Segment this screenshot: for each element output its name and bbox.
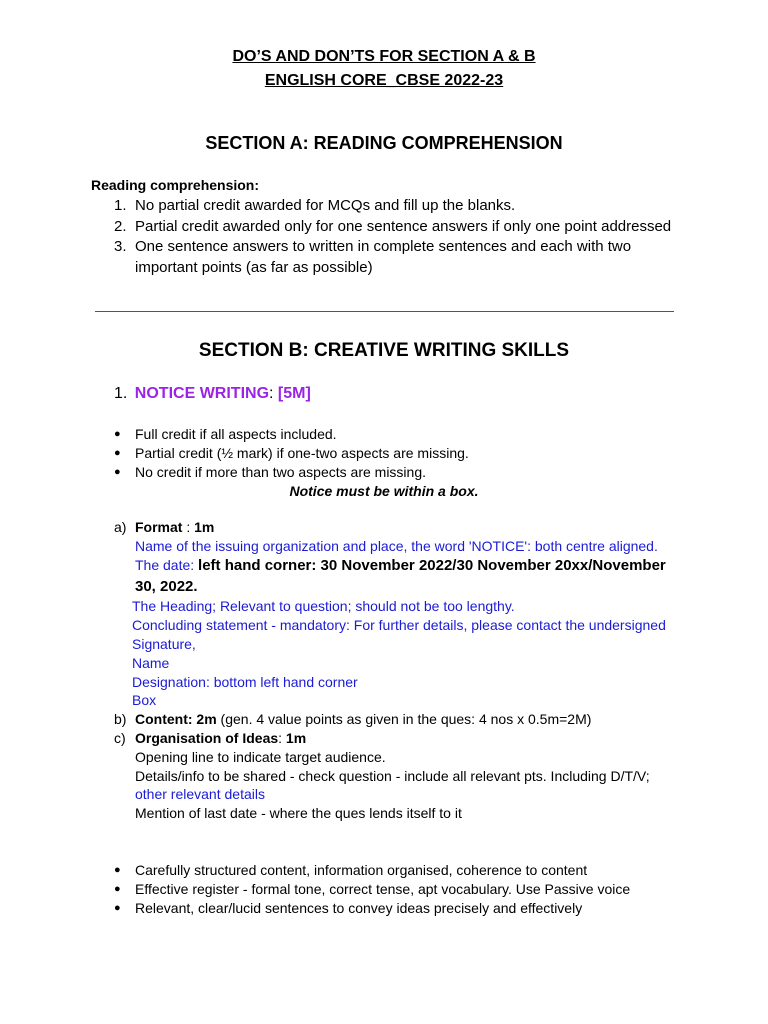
- bullet-icon: ●: [114, 428, 121, 440]
- format-date-prefix: The date:: [135, 557, 199, 573]
- section-b-heading: SECTION B: CREATIVE WRITING SKILLS: [198, 340, 570, 361]
- organisation-mention-line: Mention of last date - where the ques lends itself to it: [135, 805, 462, 821]
- doc-title-line1: DO’S AND DON’TS FOR SECTION A & B: [232, 48, 536, 65]
- bullet-icon: ●: [114, 466, 121, 478]
- list-item: Relevant, clear/lucid sentences to convey ideas precisely and effectively: [135, 900, 583, 916]
- list-number: 2.: [114, 218, 127, 235]
- format-marks: 1m: [194, 519, 215, 535]
- list-number: 1.: [114, 197, 127, 214]
- notice-writing-marks: [5M]: [277, 385, 311, 402]
- format-designation-line: Designation: bottom left hand corner: [132, 674, 358, 690]
- notice-writing-title: NOTICE WRITING: [134, 385, 270, 402]
- content-text: (gen. 4 value points as given in the ques: 4 nos x 0.5m=2M): [216, 711, 592, 727]
- reading-comprehension-subheading: Reading comprehension:: [91, 177, 260, 193]
- list-item: Partial credit awarded only for one sentence answers if only one point addressed: [135, 218, 672, 235]
- list-item-continuation: important points (as far as possible): [135, 259, 373, 276]
- bullet-icon: ●: [114, 447, 121, 459]
- organisation-sep: :: [278, 730, 286, 746]
- content-label: Content: 2m: [135, 711, 217, 727]
- format-heading: [135, 519, 214, 535]
- format-concluding-line: Concluding statement - mandatory: For further details, please contact the undersigned: [132, 617, 666, 633]
- format-box-line: Box: [132, 692, 157, 708]
- format-sep: :: [182, 519, 195, 535]
- list-item: Full credit if all aspects included.: [135, 426, 337, 442]
- box-note: Notice must be within a box.: [289, 483, 479, 499]
- horizontal-divider: [95, 311, 674, 312]
- organisation-opening-line: Opening line to indicate target audience.: [135, 749, 386, 765]
- list-number: 1.: [114, 385, 128, 402]
- sub-item-letter: c): [114, 730, 126, 746]
- sub-item-letter: b): [114, 711, 127, 727]
- list-item: One sentence answers to written in complete sentences and each with two: [135, 238, 632, 255]
- list-item: No partial credit awarded for MCQs and fill up the blanks.: [135, 197, 516, 214]
- notice-writing-item: [114, 385, 311, 403]
- format-label: Format: [135, 519, 183, 535]
- organisation-marks: 1m: [285, 730, 307, 746]
- list-item: Partial credit (½ mark) if one-two aspects are missing.: [135, 445, 469, 461]
- format-heading-line: The Heading; Relevant to question; should not be too lengthy.: [132, 598, 515, 614]
- organisation-label: Organisation of Ideas: [135, 730, 279, 746]
- list-item: No credit if more than two aspects are missing.: [135, 464, 427, 480]
- format-signature-line: Signature,: [132, 636, 196, 652]
- format-date-line: [135, 557, 666, 575]
- format-date-bold-continuation: 30, 2022.: [135, 578, 198, 595]
- list-number: 3.: [114, 238, 127, 255]
- organisation-heading: [135, 730, 306, 746]
- bullet-icon: ●: [114, 902, 121, 914]
- section-a-heading: SECTION A: READING COMPREHENSION: [205, 133, 563, 153]
- bullet-icon: ●: [114, 864, 121, 876]
- list-item: Effective register - formal tone, correct tense, apt vocabulary. Use Passive voice: [135, 881, 631, 897]
- organisation-details-line: Details/info to be shared - check question - include all relevant pts. Including D/T/V;: [135, 768, 650, 784]
- bullet-icon: ●: [114, 883, 121, 895]
- format-name-line: Name of the issuing organization and place, the word 'NOTICE': both centre aligned.: [135, 538, 658, 554]
- doc-title-line2: ENGLISH CORE_CBSE 2022-23: [264, 72, 504, 89]
- format-date-bold: left hand corner: 30 November 2022/30 November 20xx/November: [198, 557, 666, 574]
- list-item: Carefully structured content, information organised, coherence to content: [135, 862, 588, 878]
- notice-writing-colon: :: [269, 385, 278, 402]
- content-line: [135, 711, 591, 727]
- organisation-other-line: other relevant details: [135, 786, 265, 802]
- sub-item-letter: a): [114, 519, 127, 535]
- format-name2-line: Name: [132, 655, 170, 671]
